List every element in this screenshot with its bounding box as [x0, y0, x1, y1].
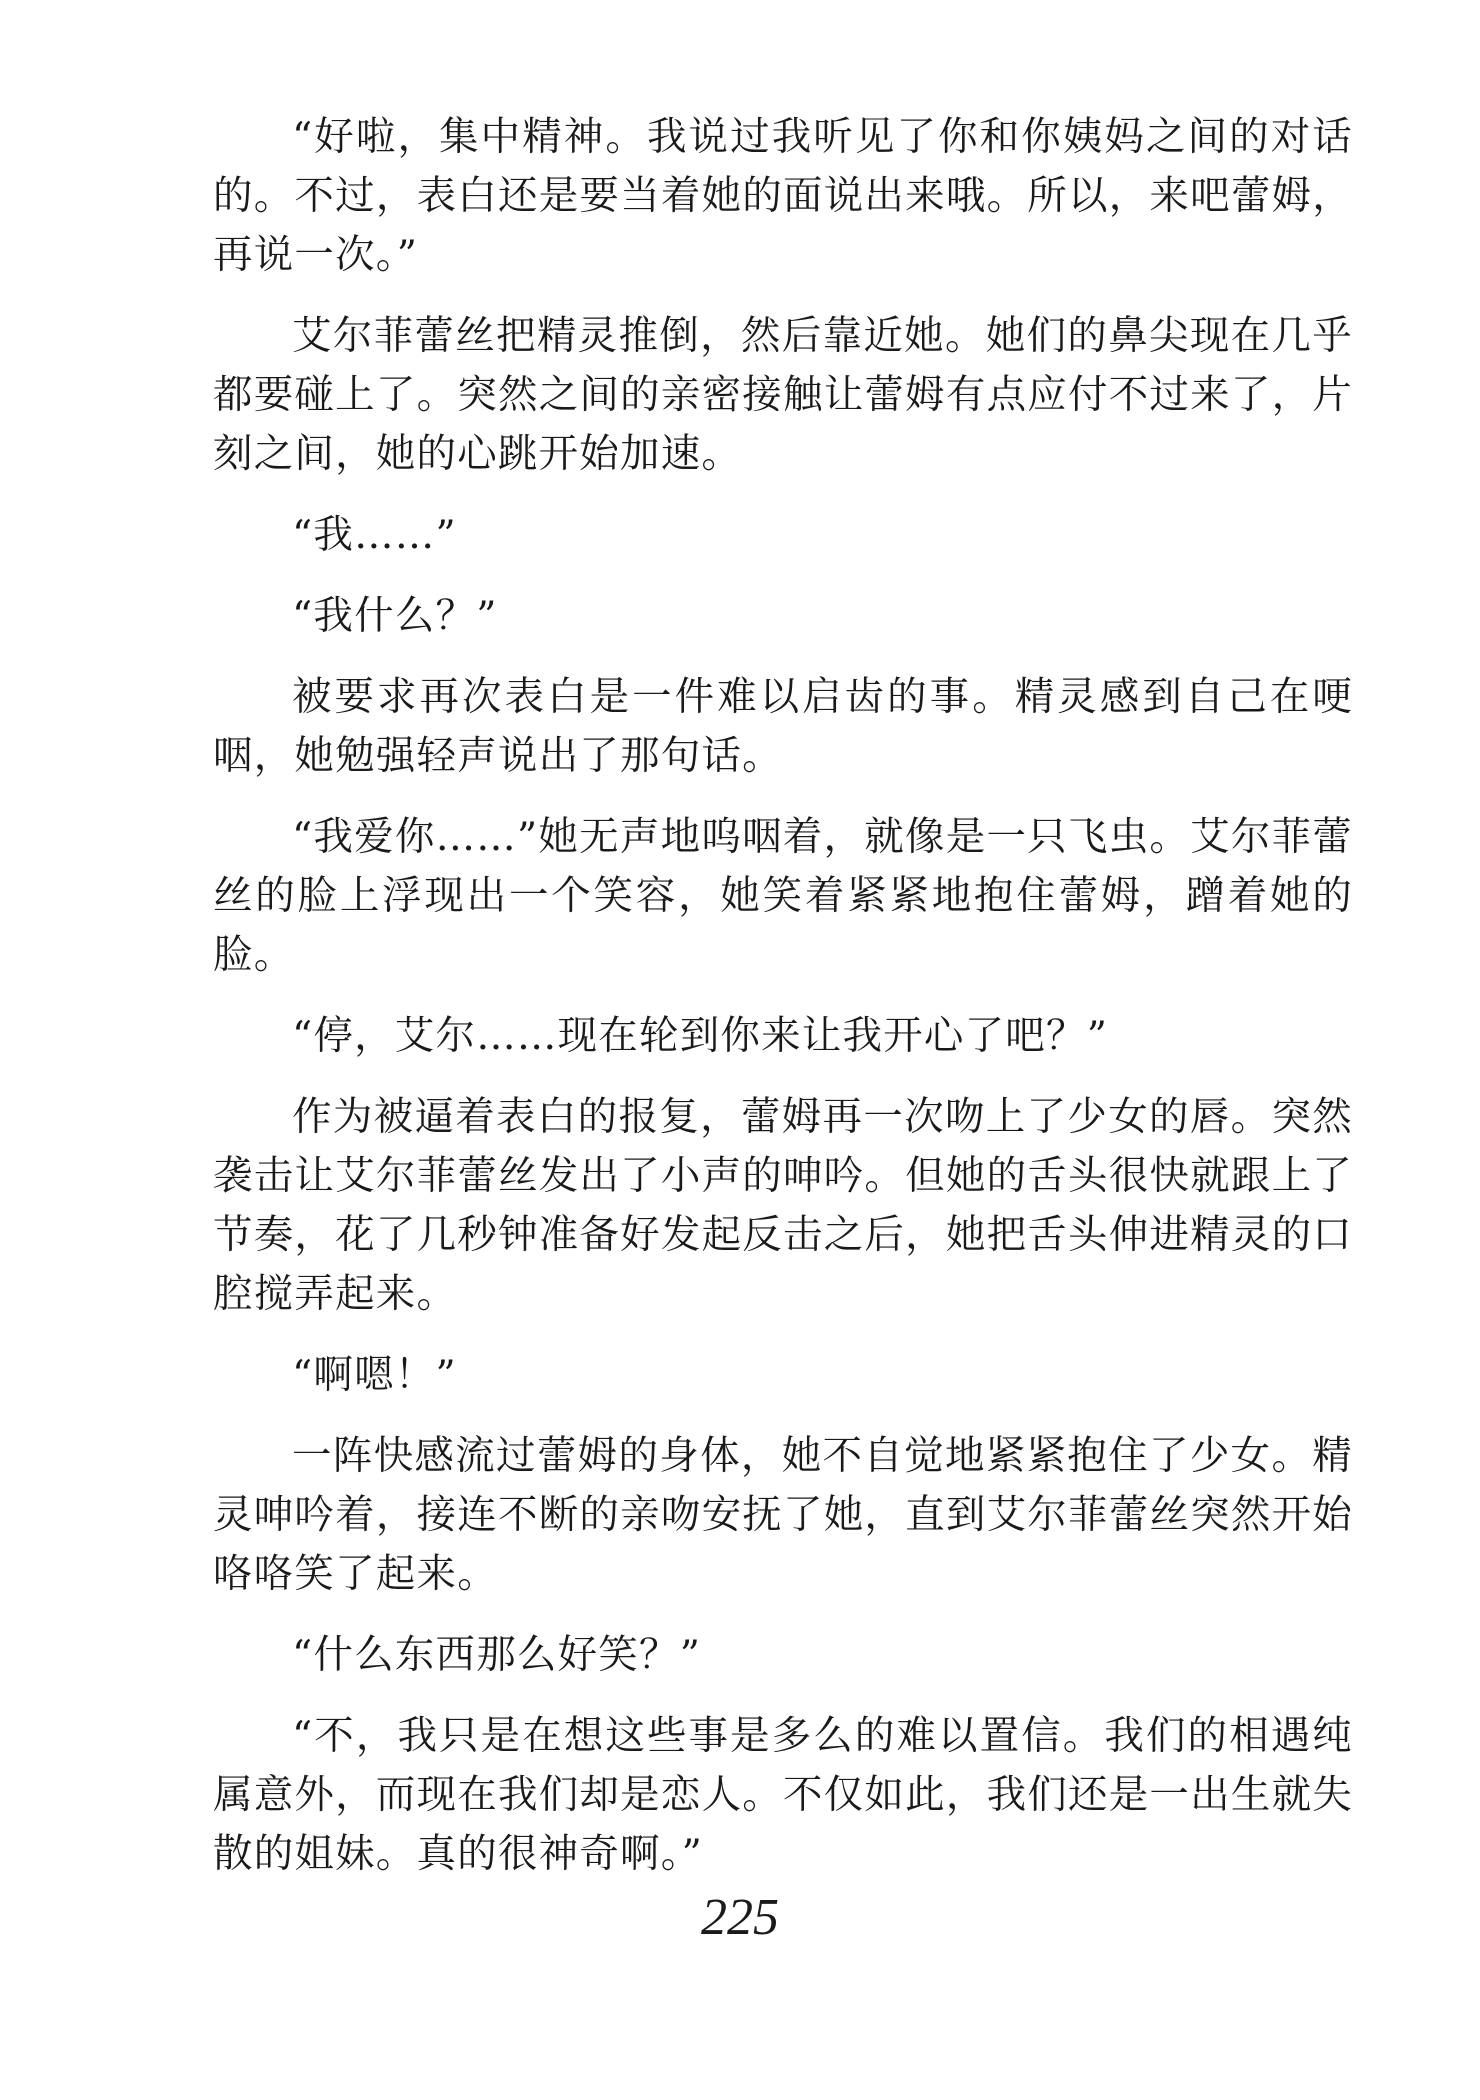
paragraph: “我什么？” [292, 593, 498, 639]
paragraph: “什么东西那么好笑？” [292, 1632, 702, 1678]
paragraph: “不，我只是在想这些事是多么的难以置信。我们的相遇纯属意外，而现在我们却是恋人。不仅如此，我们还是一出生就失散的姐妹。真的很神奇啊。” [213, 1713, 1353, 1877]
page-number: 225 [701, 1889, 779, 1946]
paragraph: “啊嗯！” [292, 1352, 457, 1398]
paragraph: “我爱你……”她无声地呜咽着，就像是一只飞虫。艾尔菲蕾丝的脸上浮现出一个笑容，她笑着紧紧地抱住蕾姆，蹭着她的脸。 [213, 814, 1353, 978]
paragraph: “我……” [292, 512, 457, 558]
paragraph: “好啦，集中精神。我说过我听见了你和你姨妈之间的对话的。不过，表白还是要当着她的面说出来哦。所以，来吧蕾姆，再说一次。” [213, 114, 1353, 278]
paragraph: “停，艾尔……现在轮到你来让我开心了吧？” [292, 1013, 1109, 1059]
paragraph: 艾尔菲蕾丝把精灵推倒，然后靠近她。她们的鼻尖现在几乎都要碰上了。突然之间的亲密接触让蕾姆有点应付不过来了，片刻之间，她的心跳开始加速。 [213, 313, 1353, 477]
paragraph: 被要求再次表白是一件难以启齿的事。精灵感到自己在哽咽，她勉强轻声说出了那句话。 [213, 674, 1353, 779]
paragraph: 作为被逼着表白的报复，蕾姆再一次吻上了少女的唇。突然袭击让艾尔菲蕾丝发出了小声的呻吟。但她的舌头很快就跟上了节奏，花了几秒钟准备好发起反击之后，她把舌头伸进精灵的口腔搅弄起来。 [213, 1094, 1353, 1317]
body-text [213, 108, 1353, 1906]
paragraph: 一阵快感流过蕾姆的身体，她不自觉地紧紧抱住了少女。精灵呻吟着，接连不断的亲吻安抚了她，直到艾尔菲蕾丝突然开始咯咯笑了起来。 [213, 1433, 1353, 1597]
